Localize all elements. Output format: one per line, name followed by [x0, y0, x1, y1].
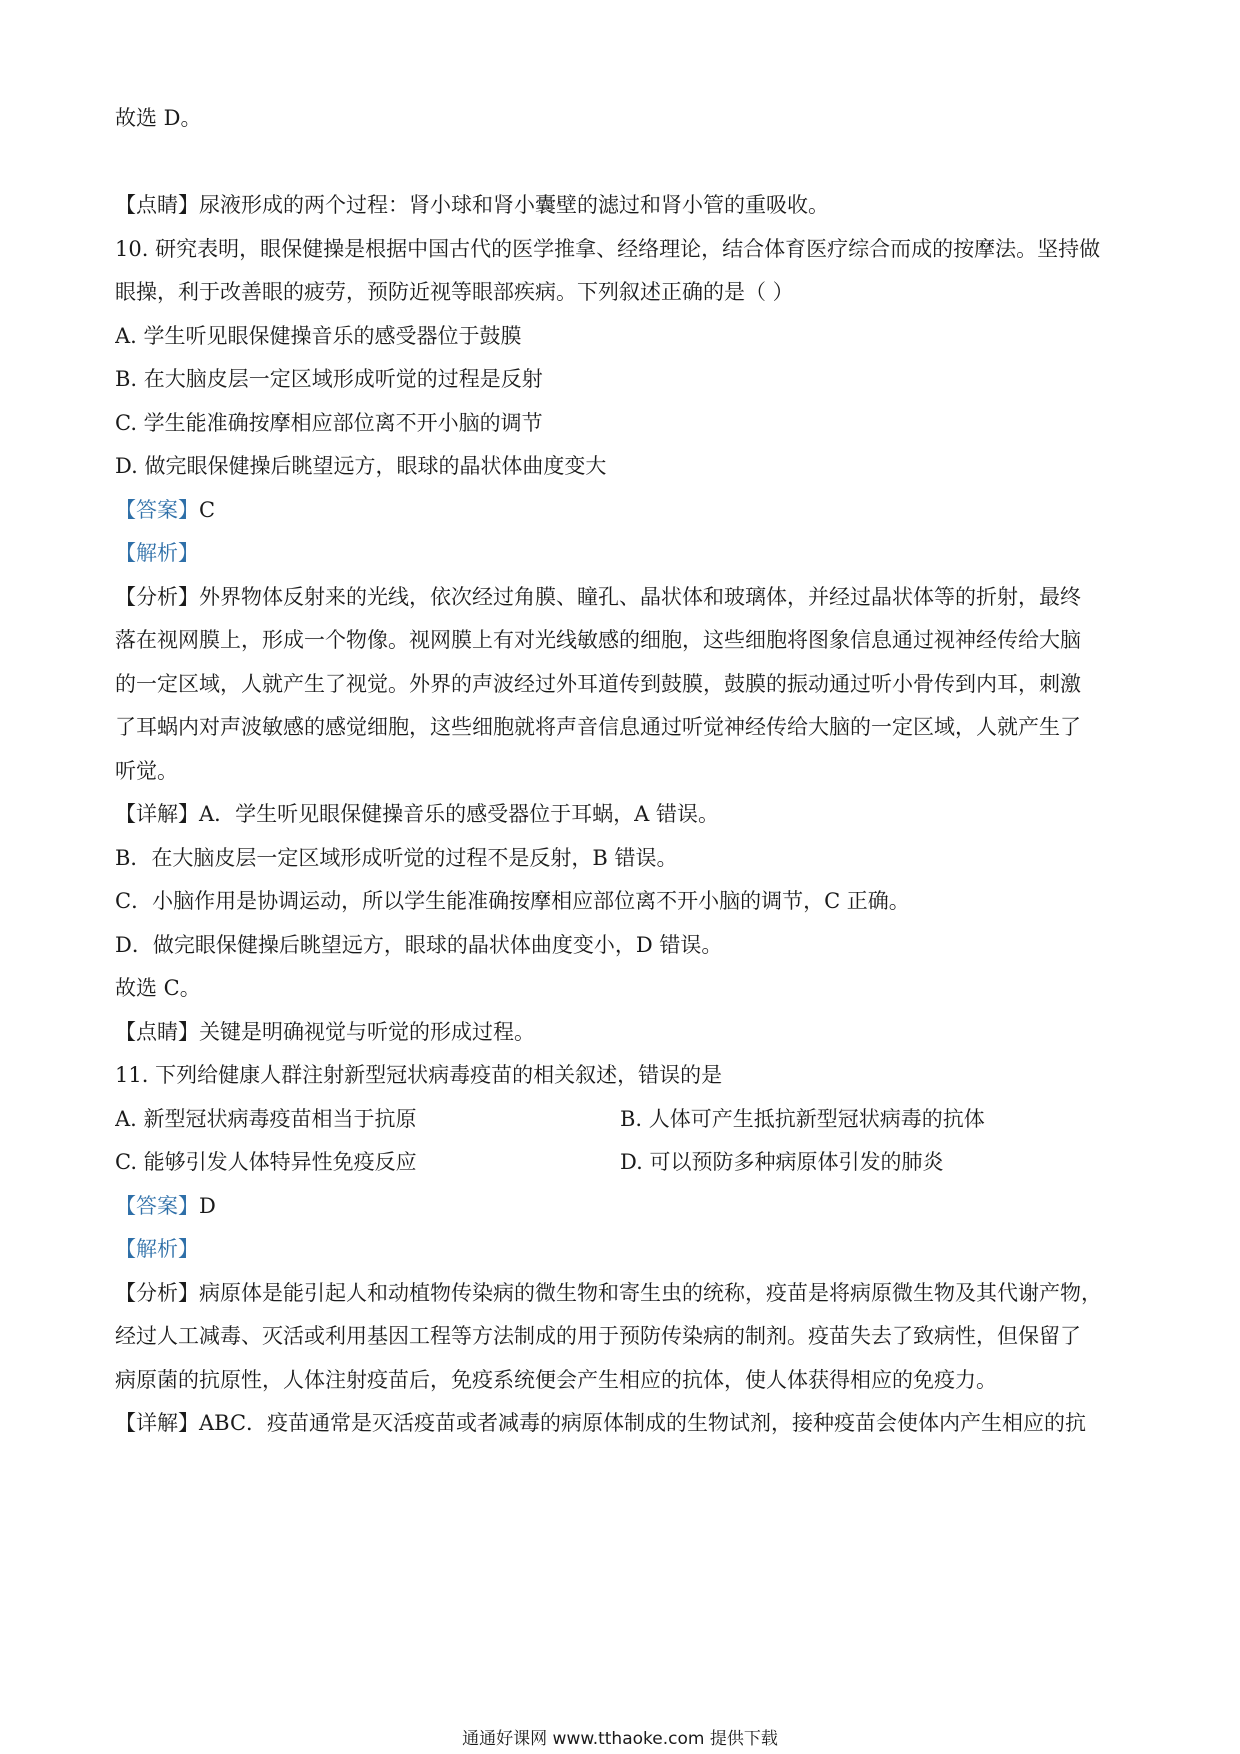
answer-label: 【答案】	[115, 498, 199, 522]
answer-value: C	[199, 498, 216, 522]
q10-analysis-line5: 听觉。	[115, 759, 178, 783]
q10-analysis-line1: 【分析】外界物体反射来的光线，依次经过角膜、瞳孔、晶状体和玻璃体，并经过晶状体等的折射，最终	[115, 585, 1081, 609]
page-footer: 通通好课网 www.tthaoke.com 提供下载	[462, 1729, 778, 1749]
q11-options-row2	[115, 1147, 1135, 1177]
q11-stem: 11. 下列给健康人群注射新型冠状病毒疫苗的相关叙述，错误的是	[115, 1063, 723, 1087]
q10-analysis-line3: 的一定区域，人就产生了视觉。外界的声波经过外耳道传到鼓膜，鼓膜的振动通过听小骨传到内耳，刺激	[115, 672, 1081, 696]
q11-options-row1	[115, 1104, 1135, 1134]
q11-explanation-label: 【解析】	[115, 1237, 199, 1261]
q10-stem-line1: 10. 研究表明，眼保健操是根据中国古代的医学推拿、经络理论，结合体育医疗综合而成的按摩法。坚持做	[115, 237, 1101, 261]
q11-analysis-line3: 病原菌的抗原性，人体注射疫苗后，免疫系统便会产生相应的抗体，使人体获得相应的免疫力。	[115, 1368, 997, 1392]
q11-option-a: A. 新型冠状病毒疫苗相当于抗原	[115, 1107, 417, 1131]
q10-analysis-line2: 落在视网膜上，形成一个物像。视网膜上有对光线敏感的细胞，这些细胞将图象信息通过视神经传给大脑	[115, 628, 1081, 652]
key-point-q9: 【点睛】尿液形成的两个过程：肾小球和肾小囊壁的滤过和肾小管的重吸收。	[115, 193, 829, 217]
q10-stem-line2: 眼操，利于改善眼的疲劳，预防近视等眼部疾病。下列叙述正确的是（ ）	[115, 280, 794, 304]
q10-answer	[115, 495, 1135, 525]
answer-value: D	[199, 1194, 216, 1218]
q10-option-b: B. 在大脑皮层一定区域形成听觉的过程是反射	[115, 367, 543, 391]
conclusion-q9: 故选 D。	[115, 106, 202, 130]
q11-answer	[115, 1191, 1135, 1221]
q11-detail-line1: 【详解】ABC．疫苗通常是灭活疫苗或者减毒的病原体制成的生物试剂，接种疫苗会使体内产生相应的抗	[115, 1411, 1087, 1435]
q11-option-b: B. 人体可产生抵抗新型冠状病毒的抗体	[620, 1107, 985, 1131]
q10-explanation-label: 【解析】	[115, 541, 199, 565]
q10-option-d: D. 做完眼保健操后眺望远方，眼球的晶状体曲度变大	[115, 454, 607, 478]
q10-option-a: A. 学生听见眼保健操音乐的感受器位于鼓膜	[115, 324, 522, 348]
q10-analysis-line4: 了耳蜗内对声波敏感的感觉细胞，这些细胞就将声音信息通过听觉神经传给大脑的一定区域，人就产生了	[115, 715, 1081, 739]
answer-label: 【答案】	[115, 1194, 199, 1218]
q11-analysis-line1: 【分析】病原体是能引起人和动植物传染病的微生物和寄生虫的统称，疫苗是将病原微生物及其代谢产物，	[115, 1281, 1102, 1305]
q10-detail-a: 【详解】A．学生听见眼保健操音乐的感受器位于耳蜗，A 错误。	[115, 802, 720, 826]
q11-option-c: C. 能够引发人体特异性免疫反应	[115, 1150, 417, 1174]
q10-detail-d: D．做完眼保健操后眺望远方，眼球的晶状体曲度变小，D 错误。	[115, 933, 723, 957]
q10-option-c: C. 学生能准确按摩相应部位离不开小脑的调节	[115, 411, 543, 435]
q10-detail-c: C．小脑作用是协调运动，所以学生能准确按摩相应部位离不开小脑的调节，C 正确。	[115, 889, 910, 913]
q10-conclusion: 故选 C。	[115, 976, 201, 1000]
q11-analysis-line2: 经过人工减毒、灭活或利用基因工程等方法制成的用于预防传染病的制剂。疫苗失去了致病性，但保留了	[115, 1324, 1081, 1348]
q10-key-point: 【点睛】关键是明确视觉与听觉的形成过程。	[115, 1020, 535, 1044]
q11-option-d: D. 可以预防多种病原体引发的肺炎	[620, 1150, 944, 1174]
q10-detail-b: B．在大脑皮层一定区域形成听觉的过程不是反射，B 错误。	[115, 846, 678, 870]
